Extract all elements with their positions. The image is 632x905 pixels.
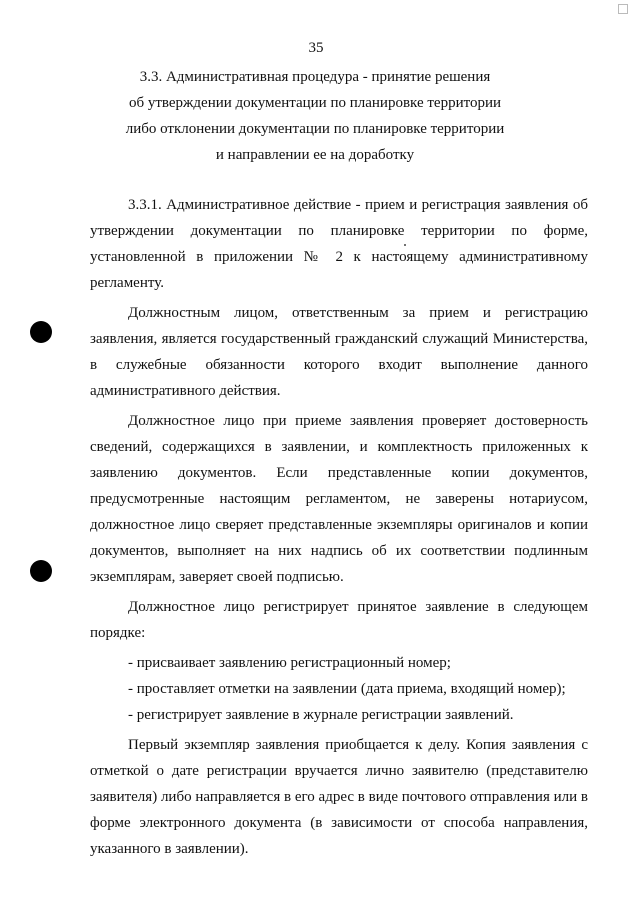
scan-speck bbox=[404, 244, 406, 246]
list-item: - присваивает заявлению регистрационный номер; bbox=[128, 655, 451, 671]
paragraph: 3.3.1. Административное действие - прием и регистрация заявления об утверждении документации по планировке территории по форме, установленной в приложении № 2 к настоящему административному регламенту. bbox=[90, 197, 588, 291]
paragraph: Должностное лицо регистрирует принятое заявление в следующем порядке: bbox=[90, 599, 588, 641]
heading-line: либо отклонении документации по планировке территории bbox=[125, 121, 505, 137]
binder-hole bbox=[30, 560, 52, 582]
list-item: - регистрирует заявление в журнале регистрации заявлений. bbox=[128, 707, 514, 723]
section-heading bbox=[95, 64, 535, 168]
list-item: - проставляет отметки на заявлении (дата приема, входящий номер); bbox=[128, 681, 566, 697]
paragraph: Первый экземпляр заявления приобщается к делу. Копия заявления с отметкой о дате регистрации вручается лично заявителю (представителю заявителя) либо направляется в его адрес в виде почтового отправления или в форме электронного документа (в зависимости от способа направления, указанного в заявлении). bbox=[90, 737, 588, 857]
heading-line: об утверждении документации по планировке территории bbox=[128, 95, 502, 111]
paragraph: Должностным лицом, ответственным за прием и регистрацию заявления, является государственный гражданский служащий Министерства, в служебные обязанности которого входит выполнение данного административного действия. bbox=[90, 305, 588, 399]
document-body bbox=[90, 192, 588, 866]
binder-hole bbox=[30, 321, 52, 343]
heading-line: и направлении ее на доработку bbox=[215, 147, 415, 163]
heading-line: 3.3. Административная процедура - принятие решения bbox=[139, 69, 491, 85]
scan-corner-mark bbox=[618, 4, 628, 14]
paragraph: Должностное лицо при приеме заявления проверяет достоверность сведений, содержащихся в заявлении, и комплектность приложенных к заявлению документов. Если представленные копии документов, предусмотренные настоящим регламентом, не заверены нотариусом, должностное лицо сверяет представленные экземпляры оригиналов и копии документов, выполняет на них надпись об их соответствии подлинным экземплярам, заверяет своей подписью. bbox=[90, 413, 588, 585]
page-number: 35 bbox=[308, 40, 324, 56]
